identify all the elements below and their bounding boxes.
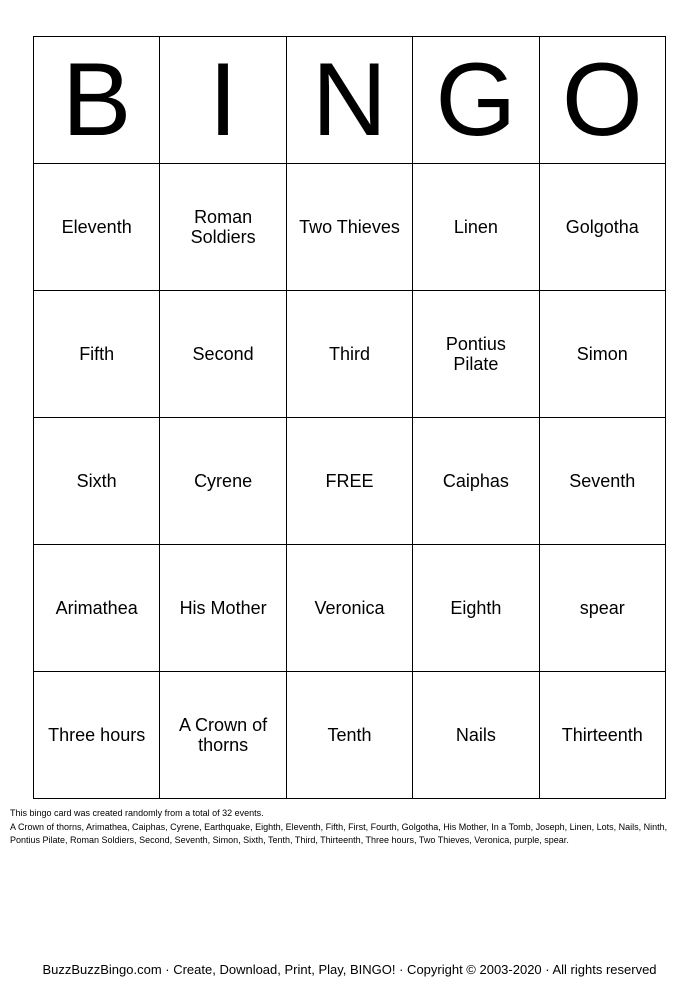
- cell-text: Nails: [455, 725, 496, 745]
- bingo-row-2: [34, 291, 666, 418]
- bingo-row-4: [34, 545, 666, 672]
- header-letter-n: N: [286, 37, 412, 164]
- bingo-cell: [160, 164, 286, 291]
- free-space-cell: [286, 418, 412, 545]
- bingo-cell: [413, 545, 539, 672]
- cell-text: Roman Soldiers: [190, 207, 256, 247]
- bingo-cell: [160, 545, 286, 672]
- bingo-cell: [286, 545, 412, 672]
- cell-text: FREE: [325, 471, 374, 491]
- bingo-cell: [539, 545, 665, 672]
- bingo-cell: [539, 164, 665, 291]
- cell-text: Fifth: [79, 344, 115, 364]
- bingo-cell: [34, 164, 160, 291]
- cell-text: Two Thieves: [299, 217, 400, 237]
- cell-text: Sixth: [76, 471, 117, 491]
- bingo-cell: [34, 672, 160, 799]
- page-footer: BuzzBuzzBingo.com · Create, Download, Print, Play, BINGO! · Copyright © 2003-2020 · All rights reserved: [42, 962, 657, 977]
- cell-text: Seventh: [569, 471, 636, 491]
- cell-text: Cyrene: [194, 471, 253, 491]
- bingo-cell: [413, 164, 539, 291]
- bingo-cell: [34, 418, 160, 545]
- bingo-cell: [539, 291, 665, 418]
- bingo-cell: [539, 418, 665, 545]
- card-info-event-list: A Crown of thorns, Arimathea, Caiphas, Cyrene, Earthquake, Eighth, Eleventh, Fifth, First, Fourth, Golgotha, His Mother, In a Tomb, Joseph, Linen, Lots, Nails, Ninth, Pontius Pilate, Roman Soldiers, Second, Seventh, Simon, Sixth, Tenth, Third, Thirteenth, Three hours, Two Thieves, Veronica, purple, spear.: [10, 821, 668, 845]
- cell-text: Veronica: [314, 598, 385, 618]
- cell-text: Second: [192, 344, 254, 364]
- bingo-header-row: [34, 37, 666, 164]
- bingo-cell: [413, 291, 539, 418]
- header-letter-o: O: [539, 37, 665, 164]
- bingo-cell: [160, 672, 286, 799]
- bingo-cell: [286, 291, 412, 418]
- card-info-summary: This bingo card was created randomly from a total of 32 events.: [10, 808, 264, 818]
- cell-text: Caiphas: [442, 471, 509, 491]
- header-letter-g: G: [413, 37, 539, 164]
- bingo-cell: [286, 672, 412, 799]
- bingo-cell: [413, 418, 539, 545]
- cell-text: His Mother: [179, 598, 267, 618]
- cell-text: Eighth: [450, 598, 502, 618]
- cell-text: Linen: [453, 217, 498, 237]
- cell-text: Tenth: [327, 725, 372, 745]
- cell-text: A Crown of thorns: [179, 715, 268, 755]
- bingo-row-3: [34, 418, 666, 545]
- card-info: [10, 807, 690, 848]
- cell-text: Third: [328, 344, 370, 364]
- bingo-card: [33, 36, 666, 799]
- bingo-cell: [34, 291, 160, 418]
- cell-text: Arimathea: [55, 598, 138, 618]
- cell-text: spear: [579, 598, 625, 618]
- cell-text: Thirteenth: [561, 725, 643, 745]
- bingo-row-5: [34, 672, 666, 799]
- bingo-cell: [286, 164, 412, 291]
- bingo-cell: [413, 672, 539, 799]
- bingo-cell: [34, 545, 160, 672]
- cell-text: Eleventh: [61, 217, 132, 237]
- cell-text: Simon: [576, 344, 628, 364]
- bingo-cell: [160, 291, 286, 418]
- cell-text: Three hours: [48, 725, 146, 745]
- cell-text: Golgotha: [565, 217, 639, 237]
- header-letter-b: B: [34, 37, 160, 164]
- bingo-cell: [160, 418, 286, 545]
- cell-text: Pontius Pilate: [445, 334, 506, 374]
- bingo-row-1: [34, 164, 666, 291]
- bingo-cell: [539, 672, 665, 799]
- header-letter-i: I: [160, 37, 286, 164]
